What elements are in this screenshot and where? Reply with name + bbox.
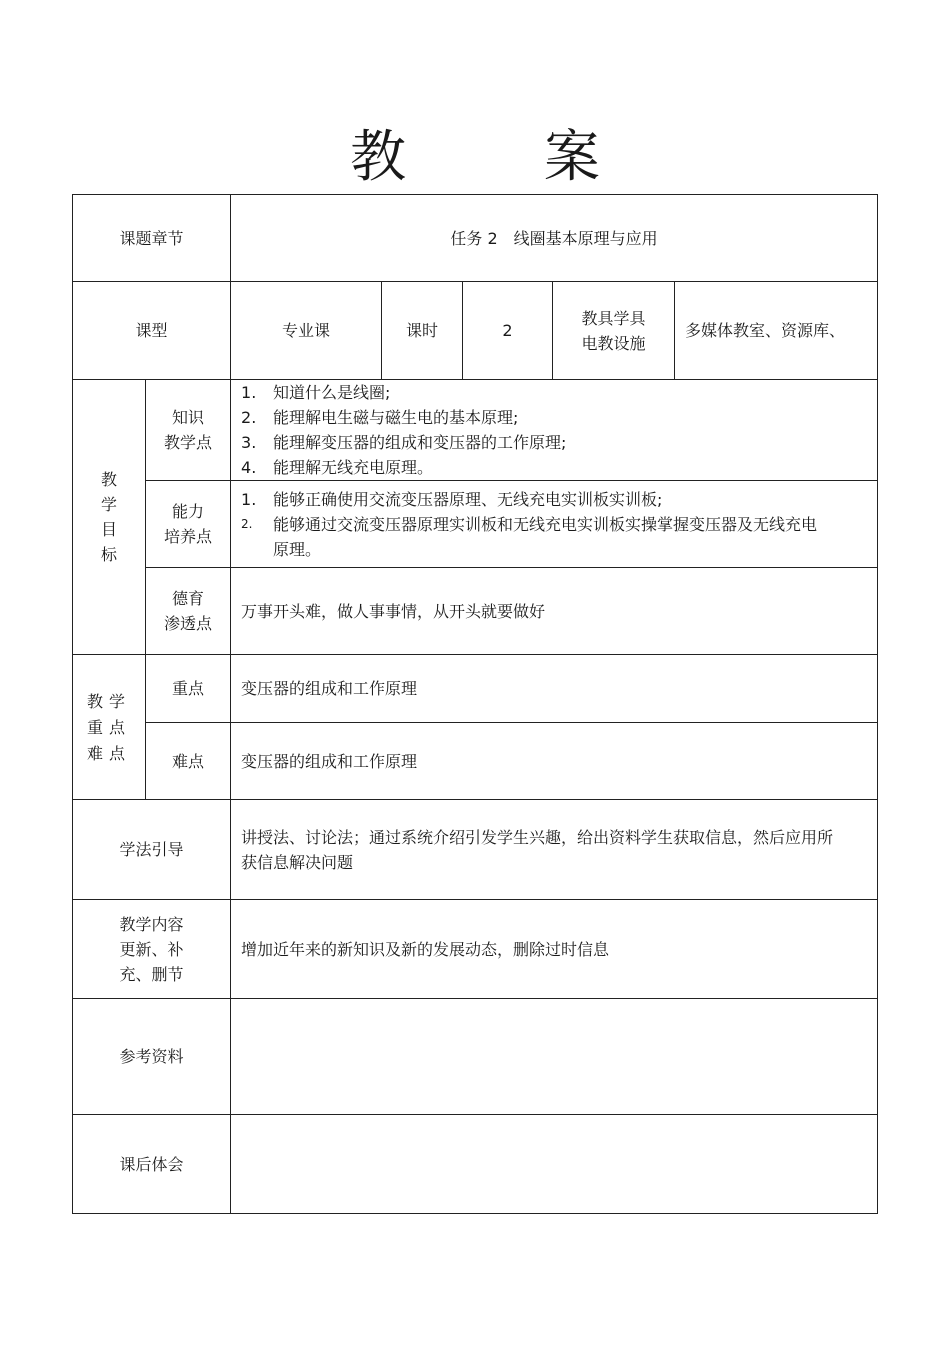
method-value: 讲授法、讨论法；通过系统介绍引发学生兴趣，给出资料学生获取信息，然后应用所获信息解决问题 [231, 800, 878, 900]
list-item [241, 487, 827, 512]
page-title: 教 案 [350, 125, 660, 190]
item-number: 3. [241, 433, 257, 452]
label-line: 教学点 [164, 433, 213, 452]
vertical-char: 目 [100, 520, 117, 539]
key-point-value: 变压器的组成和工作原理 [231, 655, 878, 723]
equipment-value: 多媒体教室、资源库、 [675, 282, 878, 380]
knowledge-label [146, 380, 231, 481]
chapter-value: 任务 2 线圈基本原理与应用 [231, 195, 878, 282]
course-type-label: 课型 [73, 282, 231, 380]
row-chapter [73, 195, 878, 282]
keypoints-group-label [73, 655, 146, 800]
row-reflection [73, 1115, 878, 1214]
difficult-point-value: 变压器的组成和工作原理 [231, 723, 878, 800]
row-difficult-point [73, 723, 878, 800]
ability-items [231, 481, 878, 568]
list-item [241, 380, 867, 405]
equipment-label-line: 电教设施 [581, 333, 646, 353]
update-value: 增加近年来的新知识及新的发展动态，删除过时信息 [231, 900, 878, 999]
item-text: 知道什么是线圈; [273, 383, 391, 402]
row-update [73, 900, 878, 999]
vertical-char: 学 [109, 691, 126, 711]
label-line: 更新、补 [119, 939, 184, 959]
label-line: 渗透点 [164, 614, 213, 633]
row-method [73, 800, 878, 900]
label-line: 培养点 [164, 527, 213, 546]
label-line: 德育 [172, 589, 205, 608]
key-point-label: 重点 [146, 655, 231, 723]
vertical-char: 教 [100, 470, 117, 489]
vertical-char: 重 [87, 717, 104, 737]
row-course-type [73, 282, 878, 380]
references-value [231, 999, 878, 1115]
row-references [73, 999, 878, 1115]
difficult-point-label: 难点 [146, 723, 231, 800]
vertical-char: 点 [109, 717, 126, 737]
equipment-label-line: 教具学具 [581, 308, 646, 328]
item-text: 能理解无线充电原理。 [273, 458, 434, 477]
method-label: 学法引导 [73, 800, 231, 900]
list-item [241, 405, 867, 430]
references-label: 参考资料 [73, 999, 231, 1115]
vertical-char: 教 [87, 691, 104, 711]
label-line: 充、删节 [119, 964, 184, 984]
label-line: 能力 [172, 502, 205, 521]
item-text: 能理解变压器的组成和变压器的工作原理; [273, 433, 567, 452]
row-ability [73, 481, 878, 568]
moral-value: 万事开头难，做人事事情，从开头就要做好 [231, 568, 878, 655]
list-item [241, 430, 867, 455]
hours-value: 2 [463, 282, 553, 380]
moral-label [146, 568, 231, 655]
item-text: 能够通过交流变压器原理实训板和无线充电实训板实操掌握变压器及无线充电原理。 [273, 514, 818, 559]
update-label [73, 900, 231, 999]
ability-label [146, 481, 231, 568]
chapter-label: 课题章节 [73, 195, 231, 282]
item-text: 能够正确使用交流变压器原理、无线充电实训板实训板; [273, 489, 663, 509]
row-knowledge [73, 380, 878, 481]
list-item [241, 455, 867, 480]
equipment-label [553, 282, 675, 380]
item-number: 2. [241, 408, 257, 427]
vertical-char: 点 [109, 743, 126, 763]
vertical-char: 学 [100, 495, 117, 514]
label-line: 知识 [172, 408, 205, 427]
row-key-point [73, 655, 878, 723]
vertical-char: 难 [87, 743, 104, 763]
item-number: 1. [241, 383, 257, 402]
course-type-value: 专业课 [231, 282, 382, 380]
reflection-value [231, 1115, 878, 1214]
row-moral [73, 568, 878, 655]
lesson-plan-table [72, 194, 878, 1214]
hours-label: 课时 [382, 282, 463, 380]
item-text: 能理解电生磁与磁生电的基本原理; [273, 408, 519, 427]
item-number: 2. [241, 516, 253, 531]
knowledge-items [231, 380, 878, 481]
item-number: 1. [241, 489, 257, 509]
list-item [241, 512, 827, 562]
vertical-char: 标 [100, 545, 117, 564]
objectives-group-label [73, 380, 146, 655]
reflection-label: 课后体会 [73, 1115, 231, 1214]
label-line: 教学内容 [119, 914, 184, 934]
item-number: 4. [241, 458, 257, 477]
